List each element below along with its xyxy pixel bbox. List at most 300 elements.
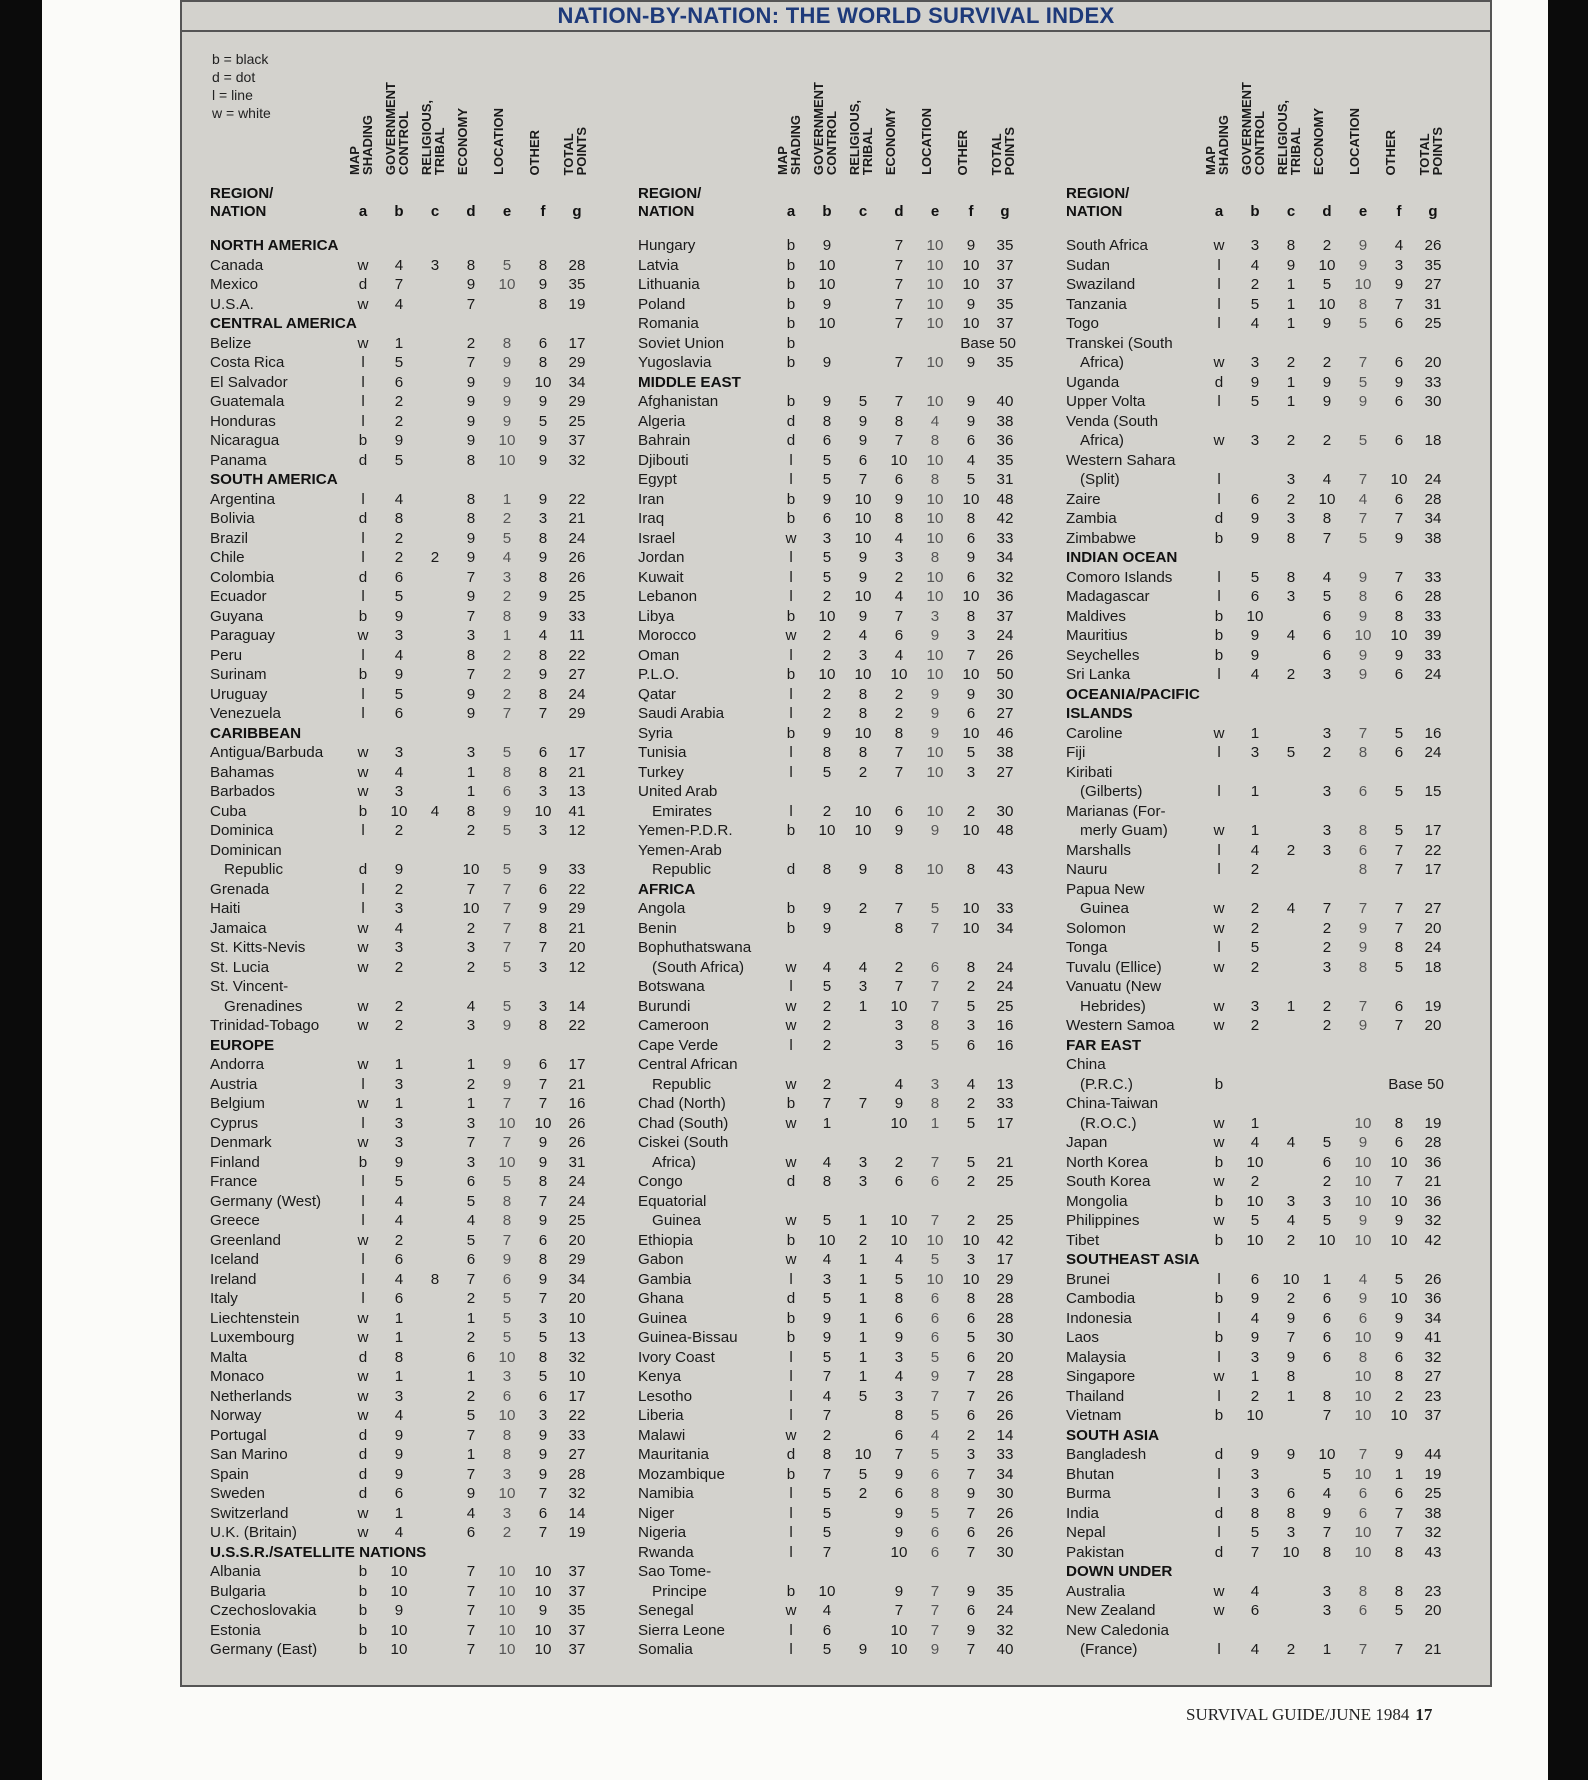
nation-name: Algeria bbox=[638, 412, 686, 430]
column-letter: e bbox=[502, 203, 512, 220]
cell-d: 6 bbox=[894, 627, 904, 644]
nation-name: Upper Volta bbox=[1066, 393, 1146, 410]
page-number: 17 bbox=[1415, 1705, 1433, 1724]
cell-f: 9 bbox=[1394, 1212, 1404, 1229]
cell-b: 2 bbox=[822, 1036, 832, 1054]
cell-f: 7 bbox=[1394, 295, 1404, 313]
cell-g: 26 bbox=[568, 1114, 586, 1132]
cell-e: 9 bbox=[1358, 646, 1368, 664]
nation-name: Ecuador bbox=[210, 588, 267, 605]
cell-c: 2 bbox=[1286, 1231, 1296, 1249]
nation-name: Switzerland bbox=[210, 1504, 289, 1522]
cell-g: 20 bbox=[568, 939, 586, 956]
cell-d: 7 bbox=[466, 354, 476, 371]
nation-name: Kuwait bbox=[638, 568, 684, 586]
cell-e: 6 bbox=[930, 1524, 940, 1541]
cell-e: 3 bbox=[502, 1465, 512, 1483]
table-row bbox=[210, 685, 640, 705]
cell-g: 33 bbox=[996, 1095, 1014, 1112]
cell-e: 9 bbox=[502, 1017, 512, 1034]
table-row bbox=[1066, 1543, 1496, 1563]
cell-a: b bbox=[358, 607, 368, 625]
cell-e: 10 bbox=[926, 646, 944, 664]
cell-e: 2 bbox=[502, 646, 512, 664]
nation-name: Seychelles bbox=[1066, 646, 1140, 664]
cell-a: w bbox=[1213, 354, 1225, 371]
cell-d: 4 bbox=[1322, 1485, 1332, 1502]
cell-e: 10 bbox=[926, 315, 944, 332]
cell-a: w bbox=[357, 1504, 369, 1522]
cell-f: 10 bbox=[1390, 471, 1408, 488]
cell-f: 9 bbox=[1394, 276, 1404, 293]
table-row bbox=[1066, 1211, 1496, 1231]
cell-a: l bbox=[789, 763, 793, 781]
cell-g: 19 bbox=[1424, 1114, 1442, 1132]
cell-e: 5 bbox=[930, 1348, 940, 1366]
nation-name: South Africa bbox=[1066, 237, 1148, 254]
cell-e: 10 bbox=[1354, 627, 1372, 644]
cell-d: 3 bbox=[466, 1114, 476, 1132]
nation-name: Nicaragua bbox=[210, 432, 280, 449]
cell-c: 3 bbox=[430, 256, 440, 274]
cell-g: 30 bbox=[996, 685, 1014, 703]
cell-e: 10 bbox=[1354, 1524, 1372, 1541]
cell-a: l bbox=[1217, 471, 1221, 488]
table-row bbox=[210, 899, 640, 919]
table-row bbox=[210, 1153, 640, 1173]
nation-name: (Gilberts) bbox=[1080, 783, 1143, 800]
cell-d: 2 bbox=[466, 1290, 476, 1307]
cell-d: 6 bbox=[466, 1524, 476, 1541]
cell-g: 28 bbox=[1424, 1134, 1442, 1151]
cell-d: 3 bbox=[466, 627, 476, 644]
cell-f: 6 bbox=[1394, 393, 1404, 410]
table-row bbox=[210, 802, 640, 822]
cell-a: w bbox=[1213, 1368, 1225, 1385]
cell-e: 8 bbox=[1358, 861, 1368, 878]
nation-name: Bahrain bbox=[638, 432, 691, 449]
column-header-label: RELIGIOUS, TRIBAL bbox=[1275, 99, 1303, 175]
cell-g: 20 bbox=[568, 1231, 586, 1249]
cell-d: 9 bbox=[466, 432, 476, 449]
cell-a: w bbox=[357, 783, 369, 800]
nation-name: Israel bbox=[638, 529, 676, 547]
cell-d: 9 bbox=[466, 705, 476, 722]
table-row bbox=[638, 665, 1068, 685]
cell-b: 2 bbox=[1250, 900, 1260, 917]
cell-e: 6 bbox=[502, 1270, 512, 1288]
cell-f: 5 bbox=[1394, 783, 1404, 800]
cell-b: 3 bbox=[822, 529, 832, 547]
cell-f: 8 bbox=[1394, 1368, 1404, 1385]
nation-name: North Korea bbox=[1066, 1153, 1148, 1171]
cell-d: 5 bbox=[894, 1270, 904, 1288]
cell-b: 8 bbox=[394, 510, 404, 527]
table-row bbox=[1066, 1016, 1496, 1036]
cell-c: 6 bbox=[858, 451, 868, 469]
cell-g: 25 bbox=[996, 1212, 1014, 1229]
cell-f: 10 bbox=[534, 1582, 552, 1600]
cell-f: 9 bbox=[538, 900, 548, 917]
cell-b: 10 bbox=[818, 1231, 836, 1249]
table-row bbox=[638, 548, 1068, 568]
cell-a: w bbox=[1213, 958, 1225, 976]
table-row bbox=[210, 607, 640, 627]
cell-e: 5 bbox=[930, 1407, 940, 1424]
cell-c: 8 bbox=[858, 705, 868, 722]
cell-b: 1 bbox=[394, 1056, 404, 1073]
column-letter: a bbox=[358, 203, 368, 220]
cell-b: 4 bbox=[822, 1602, 832, 1619]
cell-f: 3 bbox=[966, 1446, 976, 1463]
cell-b: 9 bbox=[394, 861, 404, 878]
cell-b: 2 bbox=[822, 705, 832, 722]
cell-a: l bbox=[1217, 295, 1221, 313]
cell-b: 4 bbox=[1250, 1309, 1260, 1327]
footer-publication: SURVIVAL GUIDE/JUNE 1984 bbox=[1186, 1705, 1410, 1724]
cell-c: 9 bbox=[1286, 1309, 1296, 1327]
nation-name: Emirates bbox=[652, 802, 712, 820]
table-row bbox=[638, 626, 1068, 646]
cell-a: w bbox=[1213, 997, 1225, 1015]
column-header-label: OTHER bbox=[527, 129, 542, 175]
nation-name: Honduras bbox=[210, 412, 276, 430]
cell-e: 10 bbox=[1354, 1368, 1372, 1385]
cell-c: 1 bbox=[858, 1212, 868, 1229]
cell-d: 1 bbox=[466, 1368, 476, 1385]
cell-e: 6 bbox=[930, 1465, 940, 1483]
column-letter: e bbox=[1358, 203, 1368, 220]
cell-f: 10 bbox=[962, 1231, 980, 1249]
table-row bbox=[1066, 743, 1496, 763]
nation-name: Caroline bbox=[1066, 724, 1123, 742]
cell-e: 9 bbox=[930, 822, 940, 839]
cell-a: b bbox=[1214, 627, 1224, 644]
cell-a: l bbox=[1217, 315, 1221, 332]
nation-name: Burma bbox=[1066, 1485, 1111, 1502]
nation-name: Guinea bbox=[638, 1309, 687, 1327]
nation-name: Chad (North) bbox=[638, 1095, 726, 1112]
cell-a: l bbox=[789, 802, 793, 820]
cell-a: b bbox=[786, 393, 796, 410]
cell-c: 8 bbox=[858, 744, 868, 761]
cell-e: 7 bbox=[1358, 354, 1368, 371]
cell-b: 2 bbox=[394, 958, 404, 976]
table-row bbox=[638, 724, 1068, 744]
cell-f: 7 bbox=[1394, 919, 1404, 937]
table-row bbox=[638, 256, 1068, 276]
table-row bbox=[638, 1367, 1068, 1387]
cell-c: 7 bbox=[858, 1095, 868, 1112]
cell-g: 27 bbox=[996, 705, 1014, 722]
cell-f: 5 bbox=[1394, 724, 1404, 742]
cell-a: d bbox=[786, 432, 796, 449]
nation-name: Germany (West) bbox=[210, 1192, 322, 1210]
cell-f: 9 bbox=[966, 549, 976, 566]
cell-e: 7 bbox=[930, 1582, 940, 1600]
cell-b: 4 bbox=[1250, 841, 1260, 859]
cell-a: d bbox=[1214, 1446, 1224, 1463]
cell-b: 5 bbox=[1250, 1212, 1260, 1229]
cell-f: 7 bbox=[1394, 861, 1404, 878]
cell-d: 9 bbox=[1322, 1504, 1332, 1522]
column-header-label: GOVERNMENT CONTROL bbox=[1239, 81, 1267, 175]
cell-d: 10 bbox=[890, 1641, 908, 1658]
region-nation-header: REGION/ NATION bbox=[210, 185, 274, 220]
cell-a: w bbox=[357, 763, 369, 781]
nation-name: Egypt bbox=[638, 471, 677, 488]
column-letter: f bbox=[540, 203, 546, 220]
cell-e: 10 bbox=[498, 1602, 516, 1619]
cell-e: 10 bbox=[498, 1348, 516, 1366]
column-header-label: GOVERNMENT CONTROL bbox=[383, 81, 411, 175]
cell-f: 4 bbox=[538, 627, 548, 644]
nation-name: Germany (East) bbox=[210, 1641, 318, 1658]
cell-f: 6 bbox=[1394, 744, 1404, 761]
cell-e: 2 bbox=[502, 588, 512, 605]
cell-c: 5 bbox=[858, 1465, 868, 1483]
cell-f: 6 bbox=[966, 1407, 976, 1424]
cell-f: 8 bbox=[538, 919, 548, 937]
cell-c: 8 bbox=[1286, 237, 1296, 254]
cell-b: 9 bbox=[394, 607, 404, 625]
nation-name: (South Africa) bbox=[652, 958, 745, 976]
cell-d: 9 bbox=[466, 685, 476, 703]
cell-b: 7 bbox=[822, 1543, 832, 1561]
cell-g: 20 bbox=[1424, 1602, 1442, 1619]
cell-d: 8 bbox=[894, 510, 904, 527]
cell-c: 4 bbox=[1286, 1212, 1296, 1229]
table-row bbox=[1066, 568, 1496, 588]
cell-a: l bbox=[789, 451, 793, 469]
cell-b: 9 bbox=[1250, 627, 1260, 644]
nation-name: Bangladesh bbox=[1066, 1446, 1147, 1463]
cell-g: 20 bbox=[568, 1290, 586, 1307]
cell-a: b bbox=[786, 315, 796, 332]
cell-f: 8 bbox=[538, 1017, 548, 1034]
cell-e: 9 bbox=[502, 373, 512, 391]
cell-b: 6 bbox=[394, 1290, 404, 1307]
cell-d: 4 bbox=[894, 588, 904, 605]
table-row bbox=[210, 392, 640, 412]
cell-f: 3 bbox=[966, 627, 976, 644]
cell-g: 21 bbox=[568, 510, 586, 527]
cell-d: 7 bbox=[894, 315, 904, 332]
cell-a: w bbox=[357, 1368, 369, 1385]
cell-f: 6 bbox=[966, 1524, 976, 1541]
cell-b: 5 bbox=[822, 549, 832, 566]
cell-g: 42 bbox=[996, 1231, 1014, 1249]
cell-d: 9 bbox=[894, 822, 904, 839]
cell-c: 2 bbox=[1286, 354, 1296, 371]
cell-f: 2 bbox=[966, 1426, 976, 1444]
cell-a: b bbox=[358, 1563, 368, 1580]
cell-b: 4 bbox=[1250, 1582, 1260, 1600]
nation-name: Vanuatu (New bbox=[1066, 978, 1162, 995]
cell-c: 1 bbox=[858, 1329, 868, 1346]
nation-name: Bolivia bbox=[210, 510, 255, 527]
table-row bbox=[210, 1504, 640, 1524]
cell-a: b bbox=[786, 1231, 796, 1249]
cell-e: 7 bbox=[930, 1153, 940, 1171]
table-row bbox=[1066, 1309, 1496, 1329]
cell-a: l bbox=[361, 529, 365, 547]
nation-name: Chad (South) bbox=[638, 1114, 729, 1132]
cell-b: 5 bbox=[822, 1641, 832, 1658]
cell-d: 7 bbox=[466, 880, 476, 898]
table-row bbox=[210, 275, 640, 295]
cell-a: d bbox=[786, 1446, 796, 1463]
nation-name: Africa) bbox=[1080, 432, 1124, 449]
cell-f: 6 bbox=[538, 1387, 548, 1405]
table-row bbox=[1066, 1504, 1496, 1524]
nation-name-row bbox=[638, 1133, 1068, 1153]
cell-g: 38 bbox=[996, 744, 1014, 761]
nation-name: Africa) bbox=[1080, 354, 1124, 371]
cell-a: w bbox=[357, 1329, 369, 1346]
cell-d: 6 bbox=[894, 1173, 904, 1190]
column-header-label: RELIGIOUS, TRIBAL bbox=[419, 99, 447, 175]
cell-d: 3 bbox=[894, 549, 904, 566]
cell-b: 4 bbox=[394, 256, 404, 274]
cell-b: 6 bbox=[822, 1621, 832, 1639]
nation-name: Marianas (For- bbox=[1066, 802, 1166, 820]
nation-name: Nepal bbox=[1066, 1524, 1106, 1541]
cell-g: 20 bbox=[1424, 354, 1442, 371]
nation-name-row bbox=[1066, 802, 1496, 822]
cell-e: 8 bbox=[1358, 822, 1368, 839]
column-header-label: ECONOMY bbox=[455, 107, 470, 175]
cell-a: l bbox=[789, 549, 793, 566]
nation-name-row bbox=[638, 782, 1068, 802]
cell-e: 9 bbox=[1358, 237, 1368, 254]
table-row bbox=[210, 1562, 640, 1582]
nation-name: Argentina bbox=[210, 490, 276, 508]
cell-d: 7 bbox=[466, 1563, 476, 1580]
cell-f: 7 bbox=[538, 1290, 548, 1307]
cell-a: w bbox=[1213, 237, 1225, 254]
cell-d: 6 bbox=[894, 471, 904, 488]
cell-d: 1 bbox=[1322, 1641, 1332, 1658]
cell-f: 7 bbox=[1394, 841, 1404, 859]
nation-name: Lithuania bbox=[638, 276, 700, 293]
table-row bbox=[210, 1582, 640, 1602]
cell-f: 3 bbox=[1394, 256, 1404, 274]
cell-f: 6 bbox=[538, 744, 548, 761]
nation-name: Guinea-Bissau bbox=[638, 1329, 738, 1346]
cell-b: 7 bbox=[394, 276, 404, 293]
nation-name: Transkei (South bbox=[1066, 334, 1173, 352]
nation-name: Lebanon bbox=[638, 588, 698, 605]
cell-g: 14 bbox=[996, 1426, 1014, 1444]
nation-name: Bhutan bbox=[1066, 1465, 1115, 1483]
cell-f: 6 bbox=[1394, 588, 1404, 605]
cell-a: l bbox=[789, 588, 793, 605]
cell-c: 7 bbox=[1286, 1329, 1296, 1346]
column-letter: g bbox=[1000, 203, 1010, 220]
cell-g: 29 bbox=[996, 1270, 1014, 1288]
cell-a: l bbox=[361, 1192, 365, 1210]
cell-e: 6 bbox=[930, 1290, 940, 1307]
cell-a: l bbox=[789, 1036, 793, 1054]
nation-name: Djibouti bbox=[638, 451, 689, 469]
cell-b: 3 bbox=[1250, 354, 1260, 371]
cell-e: 5 bbox=[930, 1504, 940, 1522]
cell-a: w bbox=[357, 1017, 369, 1034]
table-row bbox=[1066, 1114, 1496, 1134]
nation-name-row bbox=[1066, 1055, 1496, 1075]
cell-f: 9 bbox=[538, 1270, 548, 1288]
table-row bbox=[210, 431, 640, 451]
cell-g: 26 bbox=[996, 1504, 1014, 1522]
cell-f: 10 bbox=[1390, 1231, 1408, 1249]
cell-d: 2 bbox=[466, 1387, 476, 1405]
table-row bbox=[638, 1172, 1068, 1192]
cell-c: 10 bbox=[854, 724, 872, 742]
nation-name: Chile bbox=[210, 549, 245, 566]
cell-a: l bbox=[1217, 568, 1221, 586]
table-row bbox=[1066, 607, 1496, 627]
cell-d: 7 bbox=[466, 1621, 476, 1639]
cell-e: 7 bbox=[502, 939, 512, 956]
cell-d: 3 bbox=[1322, 724, 1332, 742]
table-row bbox=[638, 860, 1068, 880]
cell-e: 5 bbox=[502, 997, 512, 1015]
cell-g: 27 bbox=[1424, 276, 1442, 293]
table-row bbox=[210, 1231, 640, 1251]
cell-g: 22 bbox=[568, 490, 586, 508]
cell-g: 37 bbox=[568, 1563, 586, 1580]
cell-a: w bbox=[357, 1309, 369, 1327]
cell-c: 9 bbox=[858, 568, 868, 586]
cell-d: 3 bbox=[1322, 1192, 1332, 1210]
cell-f: 10 bbox=[962, 1270, 980, 1288]
nation-name: Sri Lanka bbox=[1066, 666, 1131, 683]
cell-g: 33 bbox=[1424, 646, 1442, 664]
cell-e: 6 bbox=[502, 1387, 512, 1405]
cell-d: 3 bbox=[894, 1348, 904, 1366]
cell-e: 7 bbox=[502, 919, 512, 937]
cell-g: 28 bbox=[568, 256, 586, 274]
cell-c: 8 bbox=[430, 1270, 440, 1288]
nation-name: Jamaica bbox=[210, 919, 267, 937]
cell-f: 9 bbox=[538, 861, 548, 878]
cell-e: 7 bbox=[502, 880, 512, 898]
nation-name: Brunei bbox=[1066, 1270, 1110, 1288]
cell-d: 10 bbox=[890, 1621, 908, 1639]
cell-g: 48 bbox=[996, 490, 1014, 508]
cell-a: w bbox=[1213, 1173, 1225, 1190]
nation-name-row bbox=[1066, 1621, 1496, 1641]
table-row bbox=[210, 1094, 640, 1114]
cell-b: 8 bbox=[1250, 1504, 1260, 1522]
table-title: NATION-BY-NATION: THE WORLD SURVIVAL INDEX bbox=[557, 3, 1115, 28]
cell-f: 5 bbox=[1394, 958, 1404, 976]
cell-g: 37 bbox=[568, 432, 586, 449]
nation-name: Western Sahara bbox=[1066, 451, 1176, 469]
table-row bbox=[1066, 509, 1496, 529]
cell-e: 10 bbox=[926, 276, 944, 293]
cell-e: 6 bbox=[1358, 1504, 1368, 1522]
cell-b: 9 bbox=[822, 1309, 832, 1327]
cell-b: 2 bbox=[1250, 861, 1260, 878]
cell-a: b bbox=[358, 1602, 368, 1619]
cell-f: 6 bbox=[538, 1056, 548, 1073]
cell-e: 10 bbox=[926, 588, 944, 605]
region-heading: AFRICA bbox=[638, 880, 696, 898]
nation-name: Laos bbox=[1066, 1329, 1099, 1346]
cell-d: 7 bbox=[894, 295, 904, 313]
